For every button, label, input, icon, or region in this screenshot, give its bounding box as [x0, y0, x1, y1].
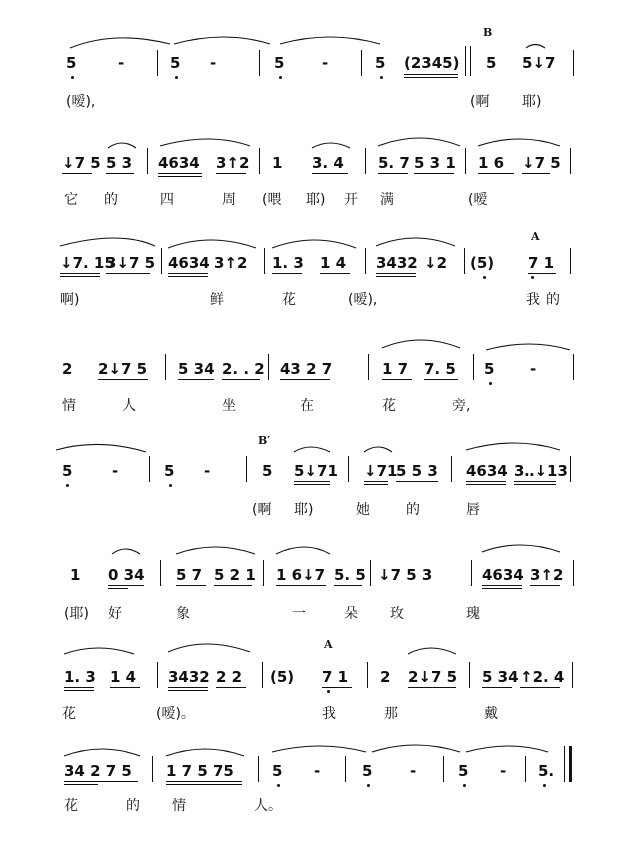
note: 5 — [375, 54, 386, 72]
underline — [404, 77, 458, 78]
note: 3432 — [376, 254, 418, 272]
note: 5 — [66, 54, 77, 72]
bar-line — [160, 560, 161, 586]
underline — [294, 484, 330, 485]
note: ↓7 5 — [62, 154, 101, 172]
lyric: 花 — [282, 292, 296, 308]
bar-line — [152, 756, 153, 782]
underline — [216, 173, 246, 174]
underline — [168, 690, 208, 691]
lyric: 花 — [382, 398, 396, 414]
note: - — [500, 762, 507, 780]
lyric: 象 — [176, 606, 190, 622]
bar-line — [570, 456, 571, 482]
note: ↑2. 4 — [520, 668, 565, 686]
note: 5 34 — [482, 668, 519, 686]
lyric: 满 — [380, 192, 394, 208]
lyric: 它 — [64, 192, 78, 208]
lyric: (嗳), — [348, 292, 378, 308]
underline — [64, 784, 98, 785]
underline — [466, 484, 506, 485]
underline — [106, 273, 150, 274]
lyric: 耶) — [306, 192, 326, 208]
lyric: 周 — [222, 192, 236, 208]
lyric: 的 — [406, 502, 420, 518]
lyric: 耶) — [522, 94, 542, 110]
lyric: 唇 — [466, 502, 480, 518]
note: 5 34 — [178, 360, 215, 378]
underline — [280, 379, 330, 380]
note: 1 4 — [320, 254, 347, 272]
lyric: 情 — [172, 798, 186, 814]
bar-line — [259, 148, 260, 174]
lyric: 我 — [322, 706, 336, 722]
underline — [60, 273, 100, 274]
note: 1 7 — [382, 360, 409, 378]
note: 0 34 — [108, 566, 145, 584]
note: (5) — [270, 668, 295, 686]
bar-line — [473, 354, 474, 380]
note: 7 1 — [528, 254, 555, 272]
note: 5 — [62, 462, 73, 480]
low-octave-dot — [277, 784, 280, 787]
note: 1 — [70, 566, 81, 584]
underline — [382, 379, 412, 380]
note: ↓71 — [364, 462, 398, 480]
lyric: 我 — [526, 292, 540, 308]
note: 3‥↓13 — [514, 462, 568, 480]
underline — [106, 173, 134, 174]
low-octave-dot — [279, 76, 282, 79]
bar-line — [165, 354, 166, 380]
bar-line — [161, 248, 162, 274]
note: 5 — [458, 762, 469, 780]
bar-line — [259, 50, 260, 76]
note: 2 — [62, 360, 73, 378]
lyric: 人。 — [254, 798, 282, 814]
low-octave-dot — [71, 76, 74, 79]
low-octave-dot — [531, 276, 534, 279]
note: 4634 — [466, 462, 508, 480]
bar-line — [465, 148, 466, 174]
note: 5 3 — [106, 154, 133, 172]
note: ↓7. 15 — [60, 254, 115, 272]
bar-line — [573, 50, 574, 76]
underline — [478, 173, 514, 174]
underline — [64, 687, 94, 688]
note: 5 3 1 — [414, 154, 456, 172]
note: 5 — [274, 54, 285, 72]
note: 5. 5 — [334, 566, 366, 584]
underline — [64, 781, 138, 782]
lyric: (嗳)。 — [156, 706, 195, 722]
note: 5 — [272, 762, 283, 780]
note: 34 2 7 5 — [64, 762, 132, 780]
score-row-6 — [0, 532, 617, 632]
underline — [530, 585, 560, 586]
bar-line — [365, 248, 366, 274]
lyric: 花 — [62, 706, 76, 722]
bar-line — [370, 560, 371, 586]
underline — [414, 173, 454, 174]
lyric: 啊) — [60, 292, 80, 308]
underline — [214, 585, 252, 586]
underline — [222, 379, 260, 380]
note: 1 4 — [110, 668, 137, 686]
underline — [62, 173, 92, 174]
underline — [166, 784, 242, 785]
bar-line — [258, 756, 259, 782]
underline — [520, 687, 560, 688]
underline — [364, 484, 388, 485]
lyric: 的 — [126, 798, 140, 814]
bar-line — [470, 46, 471, 76]
note: 2↓7 5 — [98, 360, 148, 378]
note: 5 — [362, 762, 373, 780]
final-bar-line-thin — [564, 746, 565, 782]
note: - — [314, 762, 321, 780]
lyric: 的 — [546, 292, 560, 308]
note: ↓7 5 3 — [378, 566, 433, 584]
low-octave-dot — [327, 690, 330, 693]
underline — [466, 481, 506, 482]
underline — [98, 379, 148, 380]
section-mark-b: B — [483, 26, 493, 39]
low-octave-dot — [489, 382, 492, 385]
underline — [158, 176, 202, 177]
lyric: (耶) — [64, 606, 89, 622]
note: 2↓7 5 — [408, 668, 458, 686]
note: 5 2 1 — [214, 566, 256, 584]
underline — [482, 588, 522, 589]
low-octave-dot — [543, 784, 546, 787]
low-octave-dot — [169, 484, 172, 487]
lyric: 鲜 — [210, 292, 224, 308]
note: 5. 7 — [378, 154, 410, 172]
bar-line — [361, 50, 362, 76]
underline — [378, 173, 408, 174]
note: 5 5 3 — [396, 462, 438, 480]
bar-line — [572, 662, 573, 688]
underline — [168, 273, 208, 274]
note: 7 1 — [322, 668, 349, 686]
note: 3432 — [168, 668, 210, 686]
score-row-3 — [0, 226, 617, 326]
bar-line — [157, 662, 158, 688]
underline — [158, 173, 202, 174]
lyric: 人 — [122, 398, 136, 414]
underline — [276, 585, 326, 586]
note: 5 7 — [176, 566, 203, 584]
note: 5 — [164, 462, 175, 480]
note: (5) — [470, 254, 495, 272]
note: 5 — [262, 462, 273, 480]
underline — [168, 687, 208, 688]
lyric: (嗳 — [468, 192, 488, 208]
lyric: 玫 — [390, 606, 404, 622]
bar-line — [263, 560, 264, 586]
underline — [320, 273, 350, 274]
bar-line — [157, 50, 158, 76]
note: - — [322, 54, 329, 72]
lyric: 那 — [384, 706, 398, 722]
underline — [376, 276, 416, 277]
low-octave-dot — [367, 784, 370, 787]
bar-line — [525, 756, 526, 782]
bar-line — [246, 456, 247, 482]
bar-line — [471, 560, 472, 586]
lyric: 旁, — [452, 398, 471, 414]
underline — [528, 273, 556, 274]
lyric: (喂 — [262, 192, 282, 208]
low-octave-dot — [66, 484, 69, 487]
underline — [110, 687, 140, 688]
low-octave-dot — [380, 76, 383, 79]
underline — [364, 481, 388, 482]
bar-line — [443, 756, 444, 782]
underline — [376, 273, 416, 274]
underline — [64, 690, 94, 691]
note: 5. — [538, 762, 555, 780]
underline — [60, 276, 100, 277]
lyric: (啊 — [252, 502, 272, 518]
lyric: 朵 — [344, 606, 358, 622]
note: 4634 — [168, 254, 210, 272]
note: 3↑2 — [214, 254, 248, 272]
underline — [294, 481, 330, 482]
underline — [216, 687, 246, 688]
lyric: 耶) — [294, 502, 314, 518]
lyric: 坐 — [222, 398, 236, 414]
lyric: 四 — [160, 192, 174, 208]
bar-line — [262, 662, 263, 688]
lyric: 她 — [356, 502, 370, 518]
note: 4634 — [482, 566, 524, 584]
underline — [272, 273, 302, 274]
underline — [424, 379, 458, 380]
note: 5↓71 — [294, 462, 338, 480]
score-row-8 — [0, 736, 617, 836]
bar-line — [469, 662, 470, 688]
underline — [522, 173, 550, 174]
underline — [108, 585, 144, 586]
underline — [322, 687, 352, 688]
note: 4634 — [158, 154, 200, 172]
note: 43 2 7 — [280, 360, 333, 378]
note: 5↓7 — [522, 54, 556, 72]
underline — [404, 74, 458, 75]
bar-line — [573, 354, 574, 380]
bar-line — [147, 148, 148, 174]
note: 3↑2 — [530, 566, 564, 584]
underline — [168, 276, 208, 277]
score-row-5 — [0, 428, 617, 528]
note: 2. . 2 — [222, 360, 265, 378]
note: 1. 3 — [64, 668, 96, 686]
low-octave-dot — [463, 784, 466, 787]
underline — [312, 173, 348, 174]
score-row-2 — [0, 128, 617, 228]
note: - — [530, 360, 537, 378]
note: - — [410, 762, 417, 780]
note: 3. 4 — [312, 154, 344, 172]
underline — [396, 481, 438, 482]
underline — [514, 481, 556, 482]
lyric: 花 — [64, 798, 78, 814]
underline — [408, 687, 456, 688]
underline — [166, 781, 242, 782]
note: ↓2 — [424, 254, 448, 272]
lyric: 的 — [104, 192, 118, 208]
note: 2 2 — [216, 668, 243, 686]
note: 3↓7 5 — [106, 254, 156, 272]
note: - — [210, 54, 217, 72]
final-bar-line-thick — [569, 746, 572, 782]
bar-line — [268, 354, 269, 380]
note: 1 6↓7 — [276, 566, 326, 584]
low-octave-dot — [483, 276, 486, 279]
bar-line — [149, 456, 150, 482]
lyric: 好 — [108, 606, 122, 622]
underline — [514, 484, 556, 485]
note: 7. 5 — [424, 360, 456, 378]
bar-line — [345, 756, 346, 782]
bar-line — [573, 560, 574, 586]
note: 3↑2 — [216, 154, 250, 172]
note: 1. 3 — [272, 254, 304, 272]
lyric: 戴 — [484, 706, 498, 722]
section-mark-b-prime: B′ — [258, 434, 271, 447]
bar-line — [570, 148, 571, 174]
underline — [176, 585, 206, 586]
lyric: 在 — [300, 398, 314, 414]
note: 5 — [484, 360, 495, 378]
underline — [178, 379, 214, 380]
score-row-7 — [0, 634, 617, 734]
bar-line — [451, 456, 452, 482]
underline — [334, 585, 362, 586]
lyric: 瑰 — [466, 606, 480, 622]
lyric: (嗳), — [66, 94, 96, 110]
note: (2345) — [404, 54, 460, 72]
bar-line — [367, 662, 368, 688]
underline — [482, 687, 512, 688]
note: 2 — [380, 668, 391, 686]
note: 1 6 — [478, 154, 505, 172]
score-row-1 — [0, 26, 617, 130]
bar-line — [464, 248, 465, 274]
bar-line — [365, 148, 366, 174]
lyric: 情 — [62, 398, 76, 414]
note: 5 — [486, 54, 497, 72]
bar-line — [264, 248, 265, 274]
note: - — [112, 462, 119, 480]
section-mark-a: A — [324, 638, 333, 651]
note: ↓7 5 — [522, 154, 561, 172]
note: 1 7 5 75 — [166, 762, 234, 780]
bar-line — [348, 456, 349, 482]
low-octave-dot — [175, 76, 178, 79]
lyric: (啊 — [470, 94, 490, 110]
note: - — [204, 462, 211, 480]
note: 1 — [272, 154, 283, 172]
bar-line — [368, 354, 369, 380]
note: - — [118, 54, 125, 72]
note: 5 — [170, 54, 181, 72]
score-row-4 — [0, 326, 617, 426]
bar-line — [570, 248, 571, 274]
section-mark-a: A — [531, 230, 540, 243]
underline — [482, 585, 522, 586]
lyric: 一 — [292, 606, 306, 622]
underline — [108, 588, 128, 589]
lyric: 开 — [344, 192, 358, 208]
bar-line — [465, 46, 466, 76]
